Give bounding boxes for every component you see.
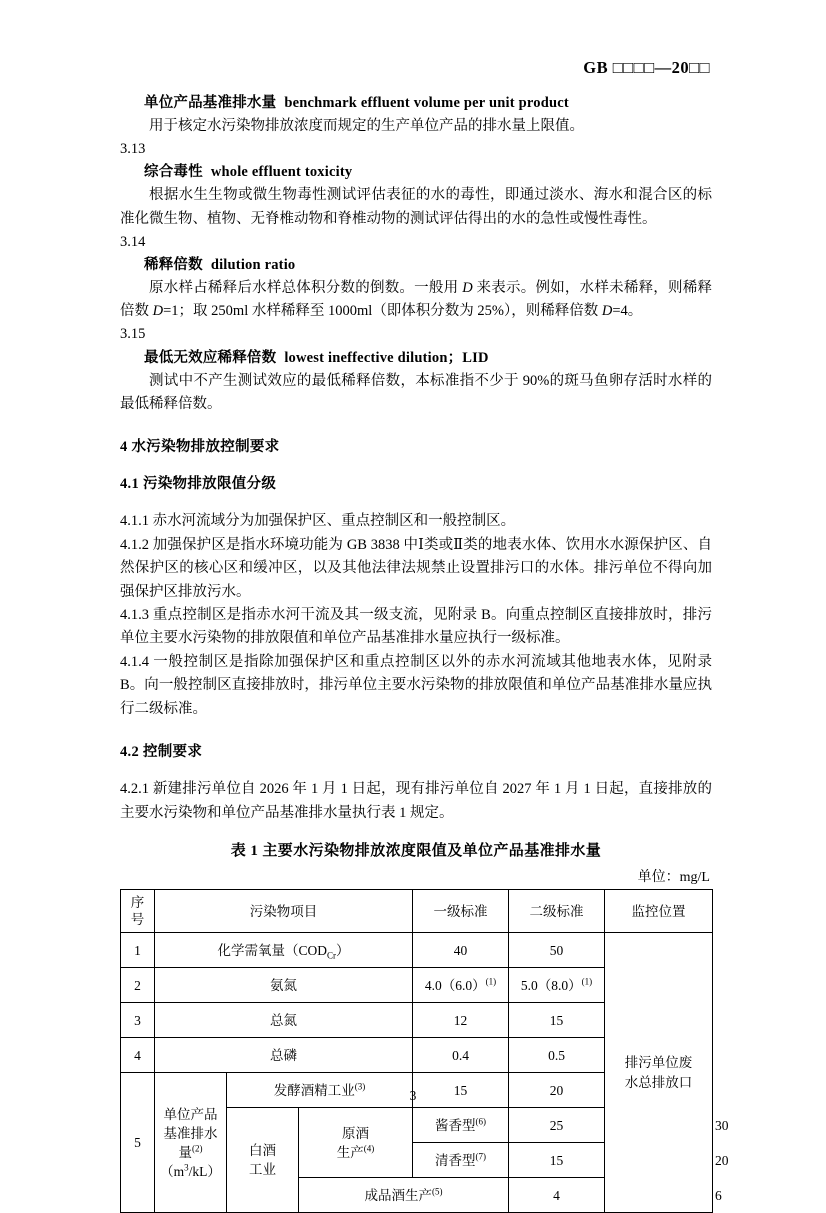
cell-level2-2 bbox=[509, 968, 605, 1003]
symbol-d: D bbox=[462, 280, 473, 297]
seq-header-line2: 号 bbox=[130, 912, 145, 928]
col-header-seq bbox=[121, 890, 155, 933]
cell-pollutant-total-phosphorus: 总磷 bbox=[155, 1038, 413, 1073]
cell-level1-5a: 15 bbox=[413, 1073, 509, 1108]
clause-4-1-2: 4.1.2 加强保护区是指水环境功能为 GB 3838 中Ⅰ类或Ⅱ类的地表水体、饮用水水源保护区、自然保护区的核心区和缓冲区，以及其他法律法规禁止设置排污口的水体。排污单位不得向加强保护区排放污水。 bbox=[120, 536, 712, 600]
term-zh-label: 综合毒性 bbox=[144, 164, 203, 181]
footnote-marker: (7) bbox=[475, 1151, 487, 1162]
cell-level1-3: 12 bbox=[413, 1003, 509, 1038]
cod-prefix: 化学需氧量（COD bbox=[217, 942, 328, 958]
cell-seq-3: 3 bbox=[121, 1003, 155, 1038]
footnote-marker: (5) bbox=[432, 1186, 443, 1197]
type-name: 清香型 bbox=[435, 1152, 476, 1168]
baijiu-line1: 白酒 bbox=[249, 1143, 276, 1159]
footnote-marker: (2) bbox=[192, 1143, 203, 1154]
section-heading-4-1: 4.1 污染物排放限值分级 bbox=[120, 476, 277, 493]
cell-level1-4: 0.4 bbox=[413, 1038, 509, 1073]
label-line2: 基准排水 bbox=[163, 1125, 218, 1141]
table-row bbox=[121, 933, 713, 968]
term-number-3-15: 3.15 bbox=[120, 326, 146, 343]
footnote-marker: (1) bbox=[485, 976, 497, 987]
term-en-label: whole effluent toxicity bbox=[210, 164, 353, 181]
term-heading-benchmark-effluent bbox=[144, 92, 712, 115]
seq-header-line1: 序 bbox=[130, 895, 145, 911]
cell-level1-5b: 25 bbox=[509, 1108, 605, 1143]
cell-level2-4: 0.5 bbox=[509, 1038, 605, 1073]
table-row: 成品酒生产$^{(5)}$ 4 6 bbox=[121, 1178, 713, 1213]
industry-name: 发酵酒精工业 bbox=[273, 1082, 355, 1098]
term-number-3-13: 3.13 bbox=[120, 141, 146, 158]
cell-monitor-position: 排污单位废水总排放口 bbox=[605, 933, 713, 1213]
cell-pollutant-ammonia: 氨氮 bbox=[155, 968, 413, 1003]
type-name: 酱香型 bbox=[435, 1117, 476, 1133]
cell-level1-5d: 4 bbox=[509, 1178, 605, 1213]
baijiu-line2: 工业 bbox=[249, 1162, 276, 1178]
term-heading-dilution-ratio bbox=[144, 254, 712, 277]
col-header-pollutant: 污染物项目 bbox=[155, 890, 413, 933]
cell-level2-5a: 20 bbox=[509, 1073, 605, 1108]
level2-value: 5.0（8.0） bbox=[520, 977, 582, 993]
cell-industry-baijiu bbox=[227, 1108, 299, 1213]
term-en-label: lowest ineffective dilution；LID bbox=[284, 349, 489, 366]
cell-process-finished-liquor bbox=[299, 1178, 509, 1213]
cell-level1-2 bbox=[413, 968, 509, 1003]
label-line3: 量 bbox=[178, 1144, 192, 1160]
cod-suffix: ） bbox=[336, 942, 350, 958]
document-body bbox=[120, 92, 729, 1213]
table-row: 清香型$^{(7)}$ 15 20 bbox=[121, 1143, 713, 1178]
cell-seq-5: 5 bbox=[121, 1073, 155, 1213]
page-number: 3 bbox=[409, 1088, 417, 1103]
clause-4-2-1: 4.2.1 新建排污单位自 2026 年 1 月 1 日起，现有排污单位自 2027 年 1 月 1 日起，直接排放的主要水污染物和单位产品基准排水量执行表 1 规定。 bbox=[120, 781, 712, 821]
cell-seq-1: 1 bbox=[121, 933, 155, 968]
table-header-row bbox=[121, 890, 713, 933]
symbol-d: D bbox=[152, 303, 164, 320]
cell-type-jiangxiang bbox=[413, 1108, 509, 1143]
section-heading-4-2: 4.2 控制要求 bbox=[120, 744, 203, 761]
clause-4-1-4: 4.1.4 一般控制区是指除加强保护区和重点控制区以外的赤水河流域其他地表水体，见附录 B。向一般控制区直接排放时，排污单位主要水污染物的排放限值和单位产品基准排水量应执行二级标准。 bbox=[120, 653, 712, 717]
cell-pollutant-total-nitrogen: 总氮 bbox=[155, 1003, 413, 1038]
term-definition-dilution-ratio bbox=[120, 277, 712, 323]
cod-subscript: Cr bbox=[327, 950, 337, 961]
term-definition-lowest-ineffective-dilution: 测试中不产生测试效应的最低稀释倍数，本标准指不少于 90%的斑马鱼卵存活时水样的最低稀释倍数。 bbox=[120, 372, 712, 412]
term-zh-label: 单位产品基准排水量 bbox=[144, 95, 277, 111]
clause-4-1-1: 4.1.1 赤水河流域分为加强保护区、重点控制区和一般控制区。 bbox=[120, 513, 516, 530]
col-header-monitor-position: 监控位置 bbox=[605, 890, 713, 933]
cell-seq-4: 4 bbox=[121, 1038, 155, 1073]
footnote-marker: (6) bbox=[475, 1116, 487, 1127]
symbol-d: D bbox=[601, 303, 613, 320]
footnote-marker: (1) bbox=[581, 976, 593, 987]
term-en-label: benchmark effluent volume per unit product bbox=[284, 95, 569, 111]
label-unit-exp: 3 bbox=[184, 1162, 189, 1173]
raw-liquor-line2: 生产 bbox=[336, 1144, 364, 1160]
term-zh-label: 最低无效应稀释倍数 bbox=[144, 349, 277, 366]
definition-part: 原水样占稀释后水样总体积分数的倒数。一般用 bbox=[149, 280, 463, 297]
label-line1: 单位产品 bbox=[163, 1106, 218, 1122]
label-unit-post: /kL） bbox=[188, 1163, 221, 1179]
definition-part: 来表示。例如，水样未稀释，则稀释倍数 bbox=[120, 280, 713, 320]
footnote-marker: (4) bbox=[363, 1143, 375, 1154]
cell-type-qingxiang bbox=[413, 1143, 509, 1178]
term-en-label: dilution ratio bbox=[210, 257, 296, 274]
term-heading-whole-effluent-toxicity bbox=[144, 161, 712, 184]
term-definition-whole-effluent-toxicity: 根据水生生物或微生物毒性测试评估表征的水的毒性，即通过淡水、海水和混合区的标准化微生物、植物、无脊椎动物和脊椎动物的测试评估得出的水的急性或慢性毒性。 bbox=[120, 187, 712, 227]
term-definition-benchmark-effluent: 用于核定水污染物排放浓度而规定的生产单位产品的排水量上限值。 bbox=[149, 118, 584, 134]
section-heading-4: 4 水污染物排放控制要求 bbox=[120, 439, 280, 456]
label-unit-pre: （m bbox=[160, 1163, 185, 1179]
cell-level2-1: 50 bbox=[509, 933, 605, 968]
term-zh-label: 稀释倍数 bbox=[144, 257, 203, 274]
cell-level2-3: 15 bbox=[509, 1003, 605, 1038]
running-header-standard-code: GB □□□□—20□□ bbox=[583, 58, 710, 77]
table-row: 白酒 工业 原酒 生产$^{(4)}$ 酱香型$^{(6)}$ 25 30 bbox=[121, 1108, 713, 1143]
cell-pollutant-cod bbox=[155, 933, 413, 968]
col-header-level2: 二级标准 bbox=[509, 890, 605, 933]
level1-value: 4.0（6.0） bbox=[424, 977, 486, 993]
term-heading-lowest-ineffective-dilution bbox=[144, 347, 712, 370]
raw-liquor-line1: 原酒 bbox=[342, 1125, 370, 1141]
cell-process-raw-liquor bbox=[299, 1108, 413, 1178]
table-unit-label: 单位：mg/L bbox=[637, 870, 710, 886]
clause-4-1-3: 4.1.3 重点控制区是指赤水河干流及其一级支流，见附录 B。向重点控制区直接排放时，排污单位主要水污染物的排放限值和单位产品基准排水量应执行一级标准。 bbox=[120, 607, 712, 647]
cell-seq-2: 2 bbox=[121, 968, 155, 1003]
cell-level1-5c: 15 bbox=[509, 1143, 605, 1178]
definition-part: =1；取 250ml 水样稀释至 1000ml（即体积分数为 25%），则稀释倍数 bbox=[163, 303, 602, 320]
footnote-marker: (3) bbox=[354, 1081, 366, 1092]
table-title: 表 1 主要水污染物排放浓度限值及单位产品基准排水量 bbox=[230, 843, 602, 860]
term-number-3-14: 3.14 bbox=[120, 233, 146, 250]
col-header-level1: 一级标准 bbox=[413, 890, 509, 933]
pollutant-limits-table bbox=[120, 889, 729, 1213]
process-name: 成品酒生产 bbox=[364, 1187, 433, 1203]
cell-level1-1: 40 bbox=[413, 933, 509, 968]
definition-part: =4。 bbox=[612, 303, 643, 320]
